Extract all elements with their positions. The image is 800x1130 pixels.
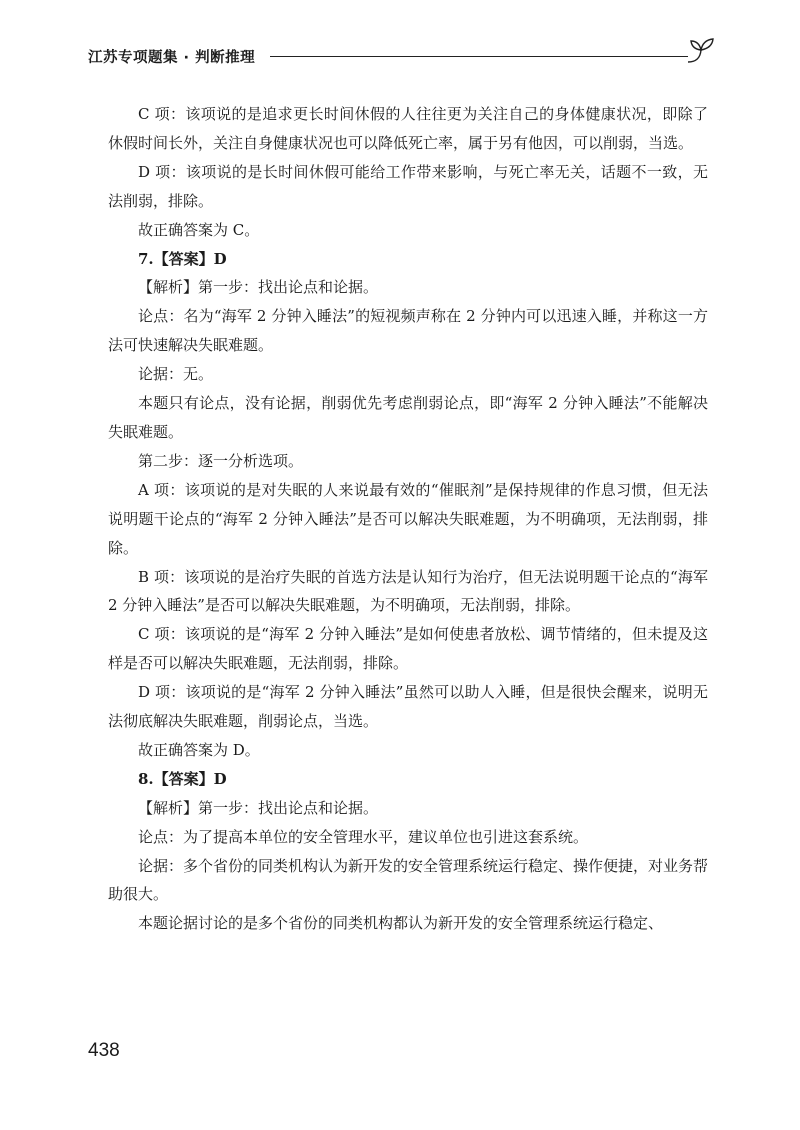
paragraph: 故正确答案为 D。	[138, 740, 260, 759]
page-body	[108, 100, 708, 938]
paragraph: 本题只有论点，没有论据，削弱优先考虑削弱论点，即“海军 2 分钟入睡法”不能解决失眠难题。	[108, 394, 708, 441]
sprout-icon	[686, 36, 716, 64]
paragraph: C 项：该项说的是追求更长时间休假的人往往更为关注自己的身体健康状况，即除了休假时间长外，关注自身健康状况也可以降低死亡率，属于另有他因，可以削弱，当选。	[108, 105, 708, 152]
answer-heading: 7.【答案】D	[138, 249, 227, 268]
running-header	[88, 36, 728, 76]
answer-heading: 8.【答案】D	[138, 769, 227, 788]
paragraph: D 项：该项说的是长时间休假可能给工作带来影响，与死亡率无关，话题不一致，无法削弱，排除。	[108, 162, 708, 210]
paragraph: 论据：多个省份的同类机构认为新开发的安全管理系统运行稳定、操作便捷，对业务帮助很大。	[108, 856, 709, 904]
paragraph: 论点：名为“海军 2 分钟入睡法”的短视频声称在 2 分钟内可以迅速入睡，并称这一方法可快速解决失眠难题。	[108, 307, 708, 355]
paragraph: 论点：为了提高本单位的安全管理水平，建议单位也引进这套系统。	[138, 827, 589, 846]
page-number: 438	[88, 1040, 120, 1061]
header-rule	[270, 56, 688, 57]
paragraph: B 项：该项说的是治疗失眠的首选方法是认知行为治疗，但无法说明题干论点的“海军 2 分钟入睡法”是否可以解决失眠难题，为不明确项，无法削弱，排除。	[108, 567, 708, 615]
analysis-step: 【解析】第一步：找出论点和论据。	[138, 278, 379, 297]
paragraph: A 项：该项说的是对失眠的人来说最有效的“催眠剂”是保持规律的作息习惯，但无法说明题干论点的“海军 2 分钟入睡法”是否可以解决失眠难题，为不明确项，无法削弱，排除。	[108, 480, 708, 557]
analysis-step: 【解析】第一步：找出论点和论据。	[138, 798, 379, 817]
paragraph: 本题论据讨论的是多个省份的同类机构都认为新开发的安全管理系统运行稳定、	[138, 914, 664, 933]
paragraph: D 项：该项说的是“海军 2 分钟入睡法”虽然可以助人入睡，但是很快会醒来，说明无法彻底解决失眠难题，削弱论点，当选。	[108, 683, 708, 731]
paragraph: 第二步：逐一分析选项。	[138, 451, 304, 470]
paragraph: C 项：该项说的是“海军 2 分钟入睡法”是如何使患者放松、调节情绪的，但未提及这样是否可以解决失眠难题，无法削弱，排除。	[108, 625, 708, 673]
paragraph: 论据：无。	[138, 365, 214, 384]
paragraph: 故正确答案为 C。	[138, 220, 260, 239]
header-title: 江苏专项题集 · 判断推理	[88, 50, 256, 66]
